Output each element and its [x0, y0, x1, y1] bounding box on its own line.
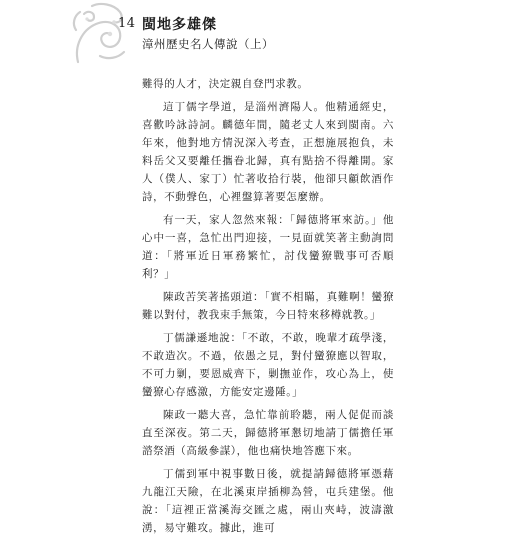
decorative-scroll-ornament: [70, 0, 130, 70]
book-title: 閩地多雄傑: [142, 17, 217, 33]
paragraph: 這丁儒字學道，是淄州濟陽人。他精通經史，喜歡吟詠詩詞。麟德年間，隨老丈人來到閩南。六年來，他對地方情況深入考查，正想施展抱負，未料岳父又要離任攜眷北歸，真有點捨不得離開。家人（僕人、家丁）忙著收拾行裝，他卻只顧飲酒作詩，不動聲色，心裡盤算著要怎麼辦。: [142, 101, 394, 203]
book-subtitle: 漳州歷史名人傳說（上）: [142, 37, 274, 51]
paragraph: 難得的人才，決定親自登門求教。: [142, 78, 309, 90]
paragraph: 丁儒到軍中視事數日後，就提請歸德將軍憑藉九龍江天險，在北溪東岸插柳為營，屯兵建堡。他說：「這裡正當溪海交匯之處，兩山夾峙，波濤激湧，易守難攻。據此，進可: [142, 468, 394, 534]
paragraph: 陳政苦笑著搖頭道：「實不相瞞，真難啊！蠻獠難以對付，教我束手無策，今日特來移樽就教。」: [142, 291, 394, 321]
page-number: 14: [118, 16, 136, 31]
paragraph: 丁儒謙遜地說：「不敢，不敢，晚輩才疏學淺，不敢造次。不過，依愚之見，對付蠻獠應以智取，不可力剿，要恩威齊下，剿撫並作，攻心為上，使蠻獠心存感激，方能安定邊陲。」: [142, 332, 394, 398]
body-text: [142, 75, 394, 542]
paragraph: 有一天，家人忽然來報：「歸德將軍來訪。」他心中一喜，急忙出門迎接，一見面就笑著主動詢問道：「將軍近日軍務繁忙，討伐蠻獠戰事可否順利？」: [142, 214, 394, 280]
paragraph: 陳政一聽大喜，急忙靠前聆聽，兩人促促而談直至深夜。第二天，歸德將軍懇切地請丁儒擔任軍諮祭酒（高級參謀），他也痛快地答應下來。: [142, 409, 394, 457]
